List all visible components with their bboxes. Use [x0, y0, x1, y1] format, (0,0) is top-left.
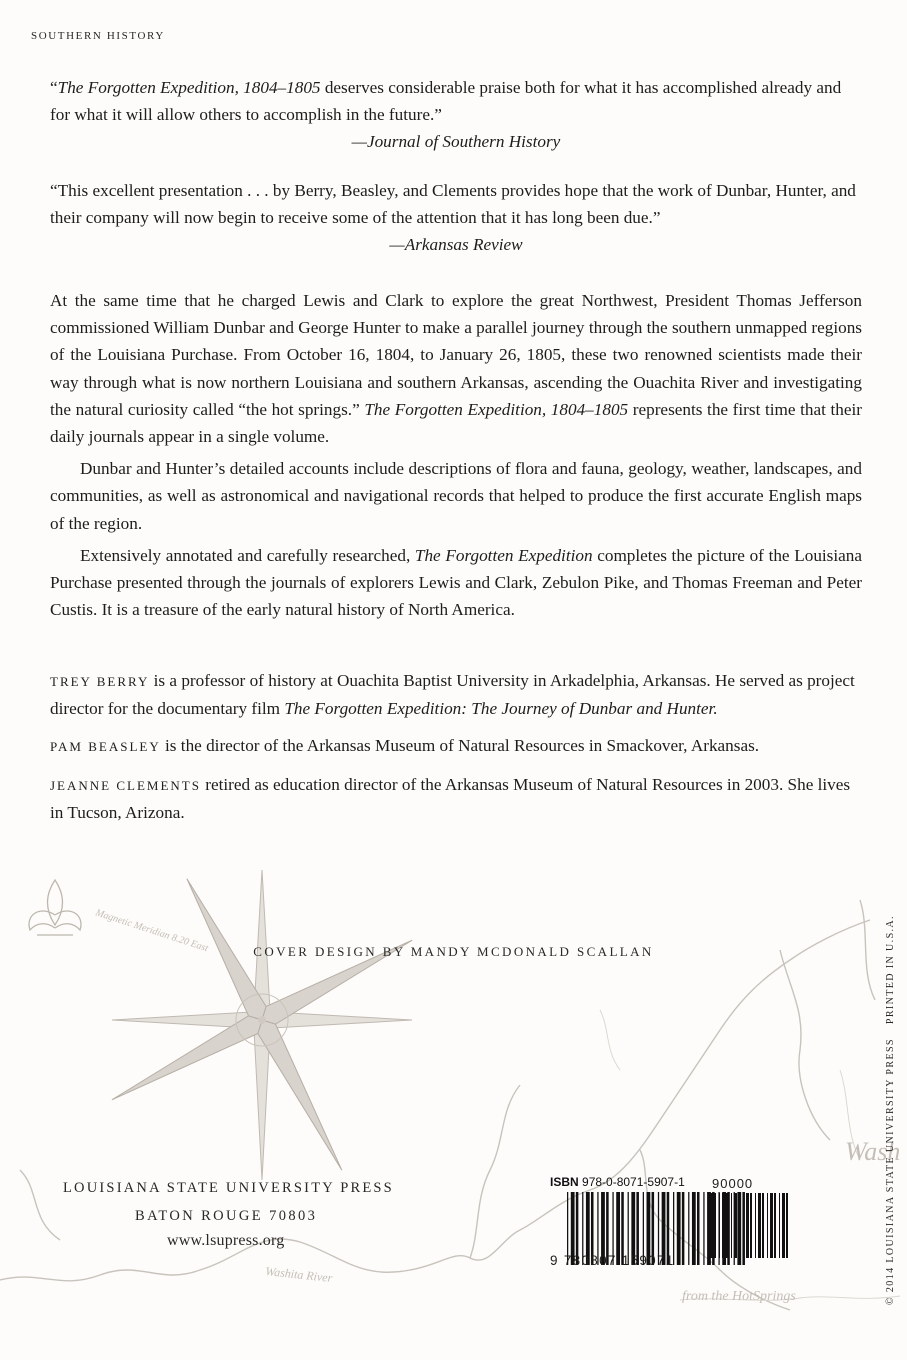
barcode-bar — [743, 1193, 744, 1258]
author-name: JEANNE CLEMENTS — [50, 777, 201, 793]
quote-book-title: The Forgotten Expedition, 1804–1805 — [57, 78, 321, 97]
barcode-bar — [758, 1193, 761, 1258]
barcode-bar — [703, 1192, 704, 1265]
quote-text: deserves considerable praise both for what it has accomplished already and for what it will allow others to accomplish in the future.” — [50, 78, 842, 124]
author-bios — [50, 667, 862, 836]
author-name: TREY BERRY — [50, 674, 150, 689]
printed-text: PRINTED IN U.S.A. — [885, 915, 896, 1025]
copyright-text: © 2014 LOUISIANA STATE UNIVERSITY PRESS — [885, 1038, 896, 1305]
barcode-bar — [767, 1193, 768, 1258]
isbn-text: ISBN 978-0-8071-5907-1 — [550, 1175, 685, 1189]
description-paragraph-1: At the same time that he charged Lewis and Clark to explore the great Northwest, President Thomas Jefferson commissioned William Dunbar and George Hunter to make a parallel journey through the southern unmapped regions of the Louisiana Purchase. From October 16, 1804, to January 26, 1805, these two renowned scientists made their way through what is now northern Louisiana and southern Arkansas, ascending the Ouachita River and investigating the natural curiosity called “the hot springs.” The Forgotten Expedition, 1804–1805 represents the first time that their daily journals appear in a single volume. — [50, 291, 862, 447]
quote-attribution: —Arkansas Review — [389, 235, 523, 254]
ean-digits: 9 780807 159071 — [550, 1253, 675, 1268]
barcode-bar — [770, 1193, 773, 1258]
barcode-bar — [762, 1193, 764, 1258]
barcode-bar — [688, 1192, 689, 1265]
barcode-bar — [746, 1193, 749, 1258]
film-title: The Forgotten Expedition: The Journey of Dunbar and Hunter. — [284, 699, 718, 719]
barcode-bar — [697, 1192, 700, 1265]
publisher-url[interactable]: www.lsupress.org — [167, 1232, 285, 1249]
series-label: SOUTHERN HISTORY — [31, 30, 165, 42]
publisher-name: LOUISIANA STATE UNIVERSITY PRESS — [63, 1180, 394, 1196]
barcode-bar — [779, 1193, 780, 1258]
publisher-block — [63, 1180, 394, 1249]
isbn-barcode — [550, 1175, 800, 1275]
author-bio-clements: JEANNE CLEMENTS retired as education director of the Arkansas Museum of Natural Resources in 2003. She lives in Tucson, Arizona. — [50, 774, 851, 822]
description-paragraph-3: Extensively annotated and carefully researched, The Forgotten Expedition completes the picture of the Louisiana Purchase presented through the journals of explorers Lewis and Clark, Zebulon Pike, and Thomas Freeman and Peter Custis. It is a treasure of the early natural history of North America. — [50, 545, 862, 620]
quote-open-mark: “ — [50, 78, 58, 97]
barcode-bar — [755, 1193, 756, 1258]
fleur-de-lis-icon — [29, 880, 81, 935]
barcode-bar — [774, 1193, 776, 1258]
book-description — [50, 287, 862, 628]
author-bio-berry: TREY BERRY is a professor of history at Ouachita Baptist University in Arkadelphia, Arkansas. He served as project director for the documentary film The Forgotten Expedition: The Journey of Dunbar and Hunter. — [50, 671, 855, 719]
barcode-bar — [726, 1193, 728, 1258]
map-label-wash: Wash — [845, 1137, 901, 1166]
description-paragraph-2: Dunbar and Hunter’s detailed accounts include descriptions of flora and fauna, geology, weather, landscapes, and communities, as well as astronomical and navigational records that helped to produce the first accurate English maps of the region. — [50, 459, 862, 533]
barcode-bar — [682, 1192, 685, 1265]
quote-text: “This excellent presentation . . . by Berry, Beasley, and Clements provides hope that the work of Dunbar, Hunter, and their company will now begin to receive some of the attention that it has long been due.” — [50, 181, 856, 227]
barcode-bar — [722, 1193, 725, 1258]
barcode-bar — [731, 1193, 732, 1258]
publisher-city: BATON ROUGE 70803 — [135, 1208, 318, 1224]
addon-barcode-bars — [710, 1193, 790, 1258]
barcode-bar — [782, 1193, 785, 1258]
barcode-bar — [714, 1193, 716, 1258]
barcode-bar — [786, 1193, 788, 1258]
review-quote-1 — [50, 74, 862, 155]
author-bio-beasley: PAM BEASLEY is the director of the Arkansas Museum of Natural Resources in Smackover, Arkansas. — [50, 736, 760, 756]
addon-price-code: 90000 — [712, 1176, 754, 1191]
barcode-bar — [677, 1192, 681, 1265]
barcode-bar — [738, 1193, 740, 1258]
barcode-bar — [710, 1193, 713, 1258]
map-label-springs: from the HotSprings — [682, 1289, 796, 1304]
review-quote-2 — [50, 177, 862, 258]
barcode-bar — [734, 1193, 737, 1258]
map-label-river: Washita River — [264, 1264, 334, 1286]
quote-attribution: —Journal of Southern History — [351, 132, 561, 151]
barcode-bar — [719, 1193, 720, 1258]
barcode-bar — [692, 1192, 696, 1265]
author-name: PAM BEASLEY — [50, 739, 161, 755]
map-label-meridian: Magnetic Meridian 8.20 East — [94, 907, 210, 955]
cover-design-credit: COVER DESIGN BY MANDY MCDONALD SCALLAN — [253, 944, 654, 959]
barcode-bar — [750, 1193, 752, 1258]
copyright-vertical-text — [885, 915, 896, 1305]
